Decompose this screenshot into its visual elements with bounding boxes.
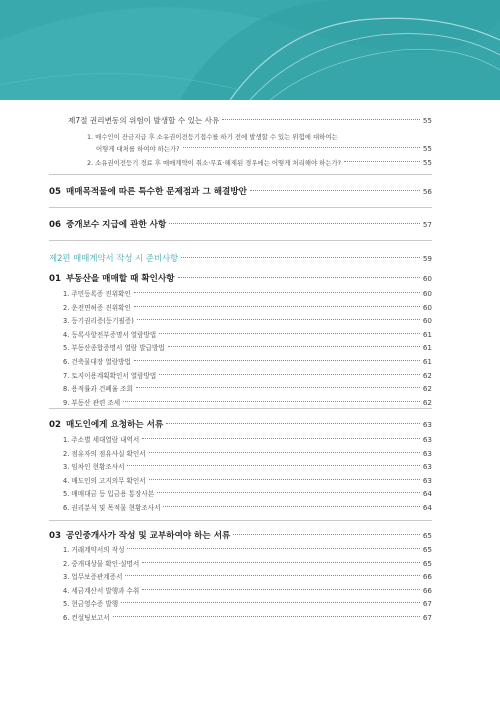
section-number: 01 <box>49 274 61 284</box>
toc-item[interactable] <box>63 461 432 471</box>
leader-dots <box>121 602 420 603</box>
leader-dots <box>344 161 420 162</box>
page-number: 65 <box>422 531 432 540</box>
leader-dots <box>166 423 420 424</box>
item-label: 5. 매매대금 등 입금용 통장사본 <box>63 490 155 499</box>
page-number: 60 <box>422 289 432 298</box>
toc-item[interactable] <box>63 585 432 595</box>
leader-dots <box>159 374 420 375</box>
item-label: 5. 현금영수증 발행 <box>63 600 119 609</box>
section-title: 매매목적물에 따른 특수한 문제점과 그 해결방안 <box>65 187 247 197</box>
item-label: 6. 권리분석 및 목적물 현황조사서 <box>63 504 161 512</box>
page-number: 63 <box>422 420 432 429</box>
page-number: 62 <box>422 397 432 407</box>
leader-dots <box>159 333 420 334</box>
page-number: 63 <box>422 462 432 472</box>
section-title: 중개보수 지급에 관한 사항 <box>65 220 167 230</box>
leader-dots <box>168 346 420 347</box>
leader-dots <box>169 223 420 224</box>
item-label: 4. 매도인의 고지의무 확인서 <box>63 476 146 485</box>
chapter7-title: 제7절 권리변동의 위험이 발생할 수 있는 사유 <box>68 116 220 125</box>
toc-item[interactable] <box>63 288 432 298</box>
page-number: 64 <box>422 503 432 512</box>
leader-dots <box>113 616 420 617</box>
section-number: 03 <box>49 531 61 541</box>
toc-item[interactable] <box>63 598 432 608</box>
page-number: 60 <box>422 316 432 326</box>
toc-chapter7-item2[interactable] <box>87 158 432 167</box>
section-title: 부동산을 매매할 때 확인사항 <box>65 274 175 284</box>
leader-dots <box>123 401 420 402</box>
leader-dots <box>178 277 420 278</box>
toc-item[interactable] <box>63 488 432 498</box>
page-number: 55 <box>422 116 432 125</box>
leader-dots <box>127 465 419 466</box>
toc-item[interactable] <box>63 302 432 312</box>
page-number: 66 <box>422 585 432 595</box>
leader-dots <box>183 147 420 148</box>
item-label: 4. 세금계산서 발행과 수취 <box>63 586 140 595</box>
item-label: 9. 부동산 관련 조세 <box>63 398 121 407</box>
toc-item[interactable] <box>63 383 432 393</box>
item-label: 4. 등록사항전부증명서 열람방법 <box>63 330 157 339</box>
divider <box>49 207 432 208</box>
page-number: 62 <box>422 370 432 380</box>
page-number: 63 <box>422 435 432 444</box>
divider <box>49 520 432 521</box>
leader-dots <box>163 506 419 507</box>
page-number: 56 <box>422 187 432 196</box>
page-number: 61 <box>422 343 432 353</box>
page-number: 55 <box>422 144 432 153</box>
section-number: 06 <box>49 220 61 230</box>
item-label: 8. 용적률과 건폐율 조회 <box>63 385 133 394</box>
toc-item[interactable] <box>63 329 432 339</box>
item-label: 1. 매수인이 잔금지급 후 소유권이전등기접수를 하기 전에 발생할 수 있는 위험에 대하여는 <box>87 133 338 141</box>
leader-dots <box>142 562 420 563</box>
leader-dots <box>157 492 420 493</box>
toc-item[interactable] <box>63 475 432 485</box>
leader-dots <box>127 548 419 549</box>
divider <box>49 240 432 241</box>
item-label: 1. 주소별 세대열람 내역서 <box>63 436 140 444</box>
page-number: 63 <box>422 448 432 458</box>
toc-section-06[interactable] <box>49 218 432 230</box>
toc-item[interactable] <box>63 315 432 325</box>
leader-dots <box>149 479 420 480</box>
section-number: 05 <box>49 187 61 197</box>
toc-item[interactable] <box>63 356 432 366</box>
toc-item[interactable] <box>63 397 432 407</box>
toc-chapter7-item1[interactable] <box>87 132 432 141</box>
toc-item[interactable] <box>63 342 432 352</box>
toc-item[interactable] <box>63 434 432 444</box>
leader-dots <box>222 119 419 120</box>
section-number: 02 <box>49 420 61 430</box>
leader-dots <box>137 319 420 320</box>
toc-section-03[interactable] <box>49 529 432 541</box>
toc-chapter7[interactable] <box>68 115 432 126</box>
item-label: 3. 업무보증관계증서 <box>63 573 123 582</box>
toc-item[interactable] <box>63 571 432 581</box>
page-number: 61 <box>422 329 432 339</box>
page-number: 67 <box>422 613 432 622</box>
page-number: 59 <box>422 254 432 263</box>
leader-dots <box>134 292 420 293</box>
page-number: 64 <box>422 489 432 499</box>
toc-item[interactable] <box>63 612 432 622</box>
divider <box>49 174 432 175</box>
item-label: 2. 중개대상물 확인·설명서 <box>63 559 140 568</box>
page-number: 66 <box>422 572 432 582</box>
toc-part2[interactable] <box>49 252 432 264</box>
toc-item[interactable] <box>63 544 432 554</box>
page-number: 60 <box>422 274 432 283</box>
page-number: 57 <box>422 220 432 229</box>
toc-item[interactable] <box>63 502 432 512</box>
divider <box>49 408 432 409</box>
item-label: 1. 거래계약서의 작성 <box>63 546 125 554</box>
section-title: 매도인에게 요청하는 서류 <box>65 420 164 430</box>
item-label: 5. 부동산종합증명서 열람 발급방법 <box>63 344 165 353</box>
leader-dots <box>149 452 420 453</box>
item-label: 3. 임차인 현황조사서 <box>63 463 125 472</box>
item-label: 2. 운전면허증 진위확인 <box>63 303 131 312</box>
header-banner <box>0 0 500 100</box>
leader-dots <box>134 360 420 361</box>
toc-section-05[interactable] <box>49 185 432 197</box>
toc-item[interactable] <box>63 558 432 568</box>
page-number: 65 <box>422 545 432 554</box>
wave-decoration <box>0 0 500 100</box>
leader-dots <box>233 534 419 535</box>
page-number: 62 <box>422 384 432 394</box>
toc-section-01[interactable] <box>49 272 432 284</box>
leader-dots <box>136 387 420 388</box>
item-label: 6. 컨설팅보고서 <box>63 614 110 622</box>
page-number: 63 <box>422 475 432 485</box>
part-title: 제2편 매매계약서 작성 시 준비사항 <box>49 253 179 263</box>
leader-dots <box>250 190 420 191</box>
item-label: 2. 소유권이전등기 경료 후 매매계약이 취소·무효·해제된 경우에는 어떻게 처리해야 하는가? <box>87 159 342 167</box>
item-label: 7. 토지이용계획확인서 열람방법 <box>63 371 157 380</box>
leader-dots <box>142 589 420 590</box>
leader-dots <box>134 306 420 307</box>
item-label: 3. 등기권리증(등기필증) <box>63 317 134 326</box>
toc-section-02[interactable] <box>49 418 432 430</box>
toc-item[interactable] <box>63 370 432 380</box>
page-number: 65 <box>422 558 432 568</box>
page-number: 61 <box>422 357 432 366</box>
leader-dots <box>125 575 420 576</box>
leader-dots <box>142 438 420 439</box>
page-number: 55 <box>422 158 432 167</box>
page-number: 67 <box>422 599 432 609</box>
toc-item[interactable] <box>63 448 432 458</box>
item-label: 6. 건축물대장 열람방법 <box>63 358 131 366</box>
leader-dots <box>181 257 420 258</box>
section-title: 공인중개사가 작성 및 교부하여야 하는 서류 <box>65 531 231 541</box>
item-label: 어떻게 대처를 하여야 하는가? <box>96 145 180 153</box>
item-label: 1. 주민등록증 진위확인 <box>63 290 131 298</box>
toc-chapter7-item1-cont[interactable] <box>96 144 432 153</box>
item-label: 2. 점유자의 점유사실 확인서 <box>63 449 146 458</box>
page-number: 60 <box>422 302 432 312</box>
